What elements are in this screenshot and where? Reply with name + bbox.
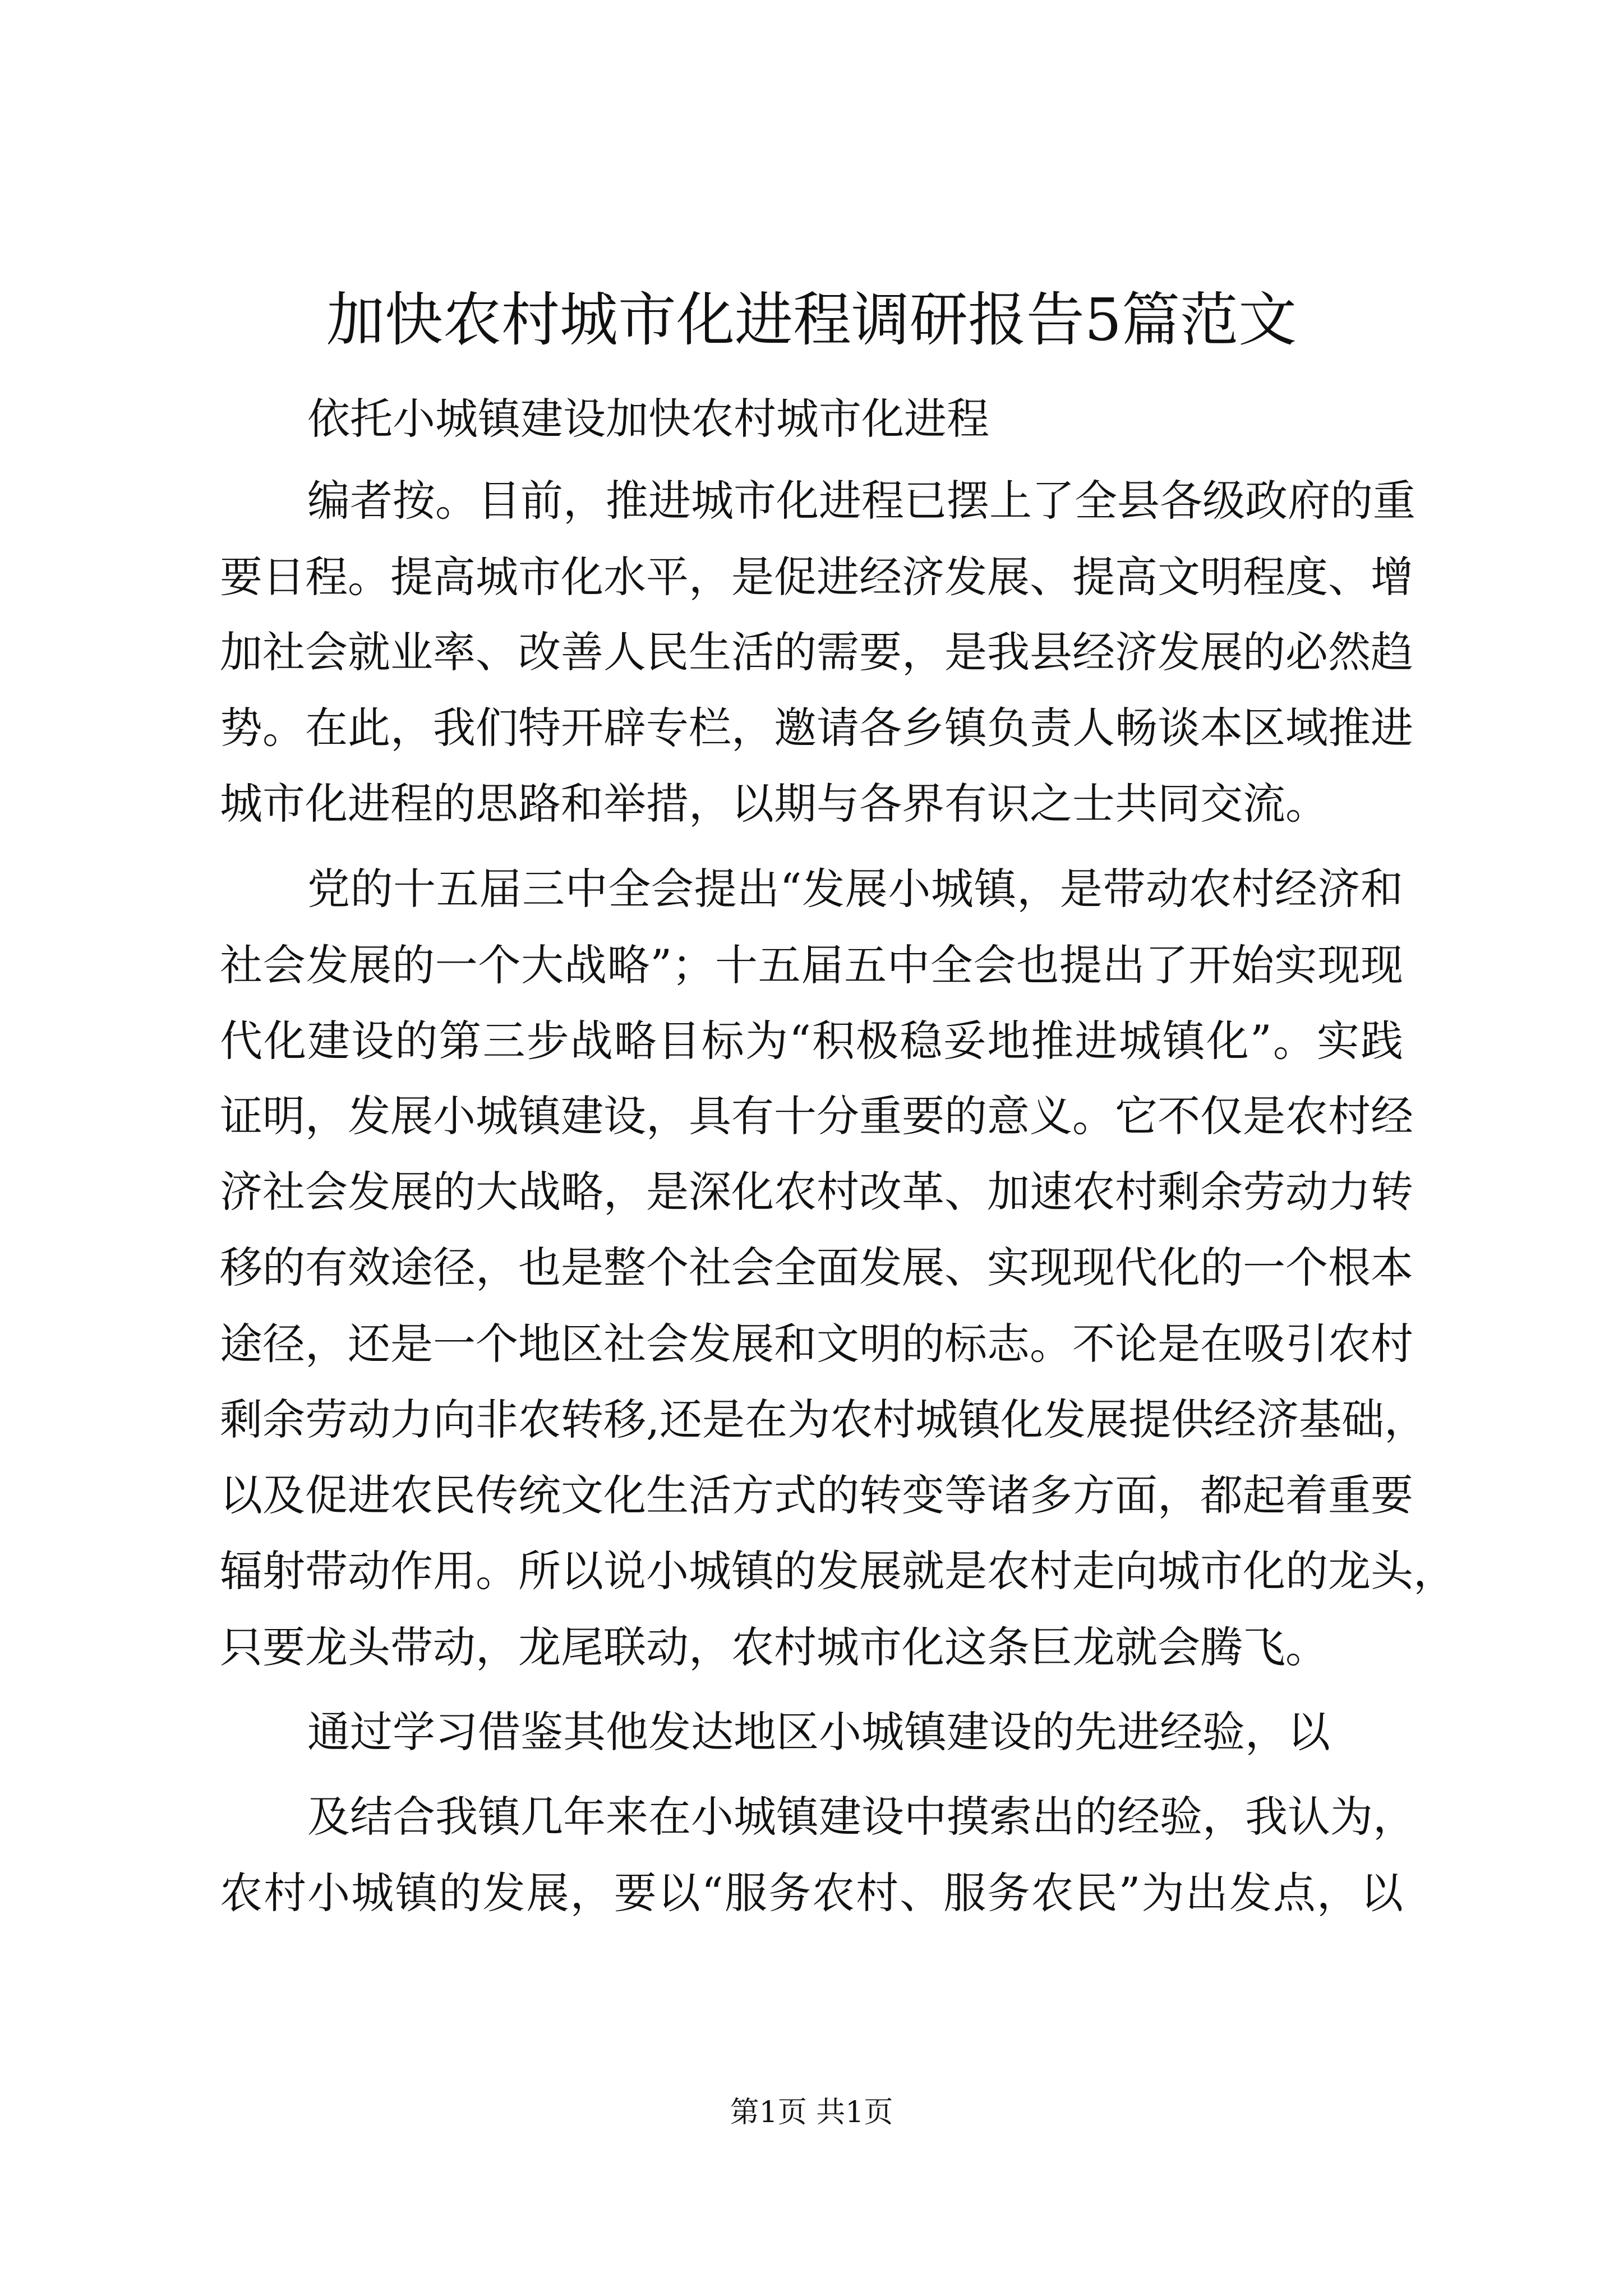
paragraph-line: 通过学习借鉴其他发达地区小城镇建设的先进经验，以 bbox=[307, 1707, 1330, 1757]
document-title: 加快农村城市化进程调研报告5篇范文 bbox=[326, 286, 1297, 354]
paragraph-line: 以及促进农民传统文化生活方式的转变等诸多方面，都起着重要 bbox=[220, 1470, 1413, 1520]
paragraph-line: 社会发展的一个大战略”；十五届五中全会也提出了开始实现现 bbox=[220, 940, 1403, 990]
paragraph-line: 途径，还是一个地区社会发展和文明的标志。不论是在吸引农村 bbox=[220, 1319, 1413, 1369]
paragraph-line: 势。在此，我们特开辟专栏，邀请各乡镇负责人畅谈本区域推进 bbox=[220, 703, 1413, 753]
page-footer: 第1页 共1页 bbox=[730, 2096, 893, 2129]
paragraph-line: 证明，发展小城镇建设，具有十分重要的意义。它不仅是农村经 bbox=[220, 1091, 1413, 1141]
paragraph-line: 移的有效途径，也是整个社会全面发展、实现现代化的一个根本 bbox=[220, 1243, 1413, 1292]
paragraph-line: 只要龙头带动，龙尾联动，农村城市化这条巨龙就会腾飞。 bbox=[220, 1622, 1328, 1672]
paragraph-line: 代化建设的第三步战略目标为“积极稳妥地推进城镇化”。实践 bbox=[220, 1016, 1403, 1066]
paragraph-line: 剩余劳动力向非农转移,还是在为农村城镇化发展提供经济基础， bbox=[220, 1395, 1427, 1444]
paragraph-line: 加社会就业率、改善人民生活的需要，是我县经济发展的必然趋 bbox=[220, 627, 1413, 677]
paragraph-line: 及结合我镇几年来在小城镇建设中摸索出的经验，我认为， bbox=[307, 1792, 1415, 1842]
paragraph-line: 编者按。目前，推进城市化进程已摆上了全县各级政府的重 bbox=[307, 476, 1415, 526]
paragraph-line: 党的十五届三中全会提出“发展小城镇，是带动农村经济和 bbox=[307, 864, 1403, 914]
document-subtitle: 依托小城镇建设加快农村城市化进程 bbox=[307, 394, 989, 444]
paragraph-line: 要日程。提高城市化水平，是促进经济发展、提高文明程度、增 bbox=[220, 552, 1413, 602]
paragraph-line: 城市化进程的思路和举措，以期与各界有识之士共同交流。 bbox=[220, 779, 1328, 829]
paragraph-line: 农村小城镇的发展，要以“服务农村、服务农民”为出发点，以 bbox=[220, 1868, 1403, 1918]
paragraph-line: 辐射带动作用。所以说小城镇的发展就是农村走向城市化的龙头， bbox=[220, 1546, 1456, 1596]
paragraph-line: 济社会发展的大战略，是深化农村改革、加速农村剩余劳动力转 bbox=[220, 1167, 1413, 1217]
